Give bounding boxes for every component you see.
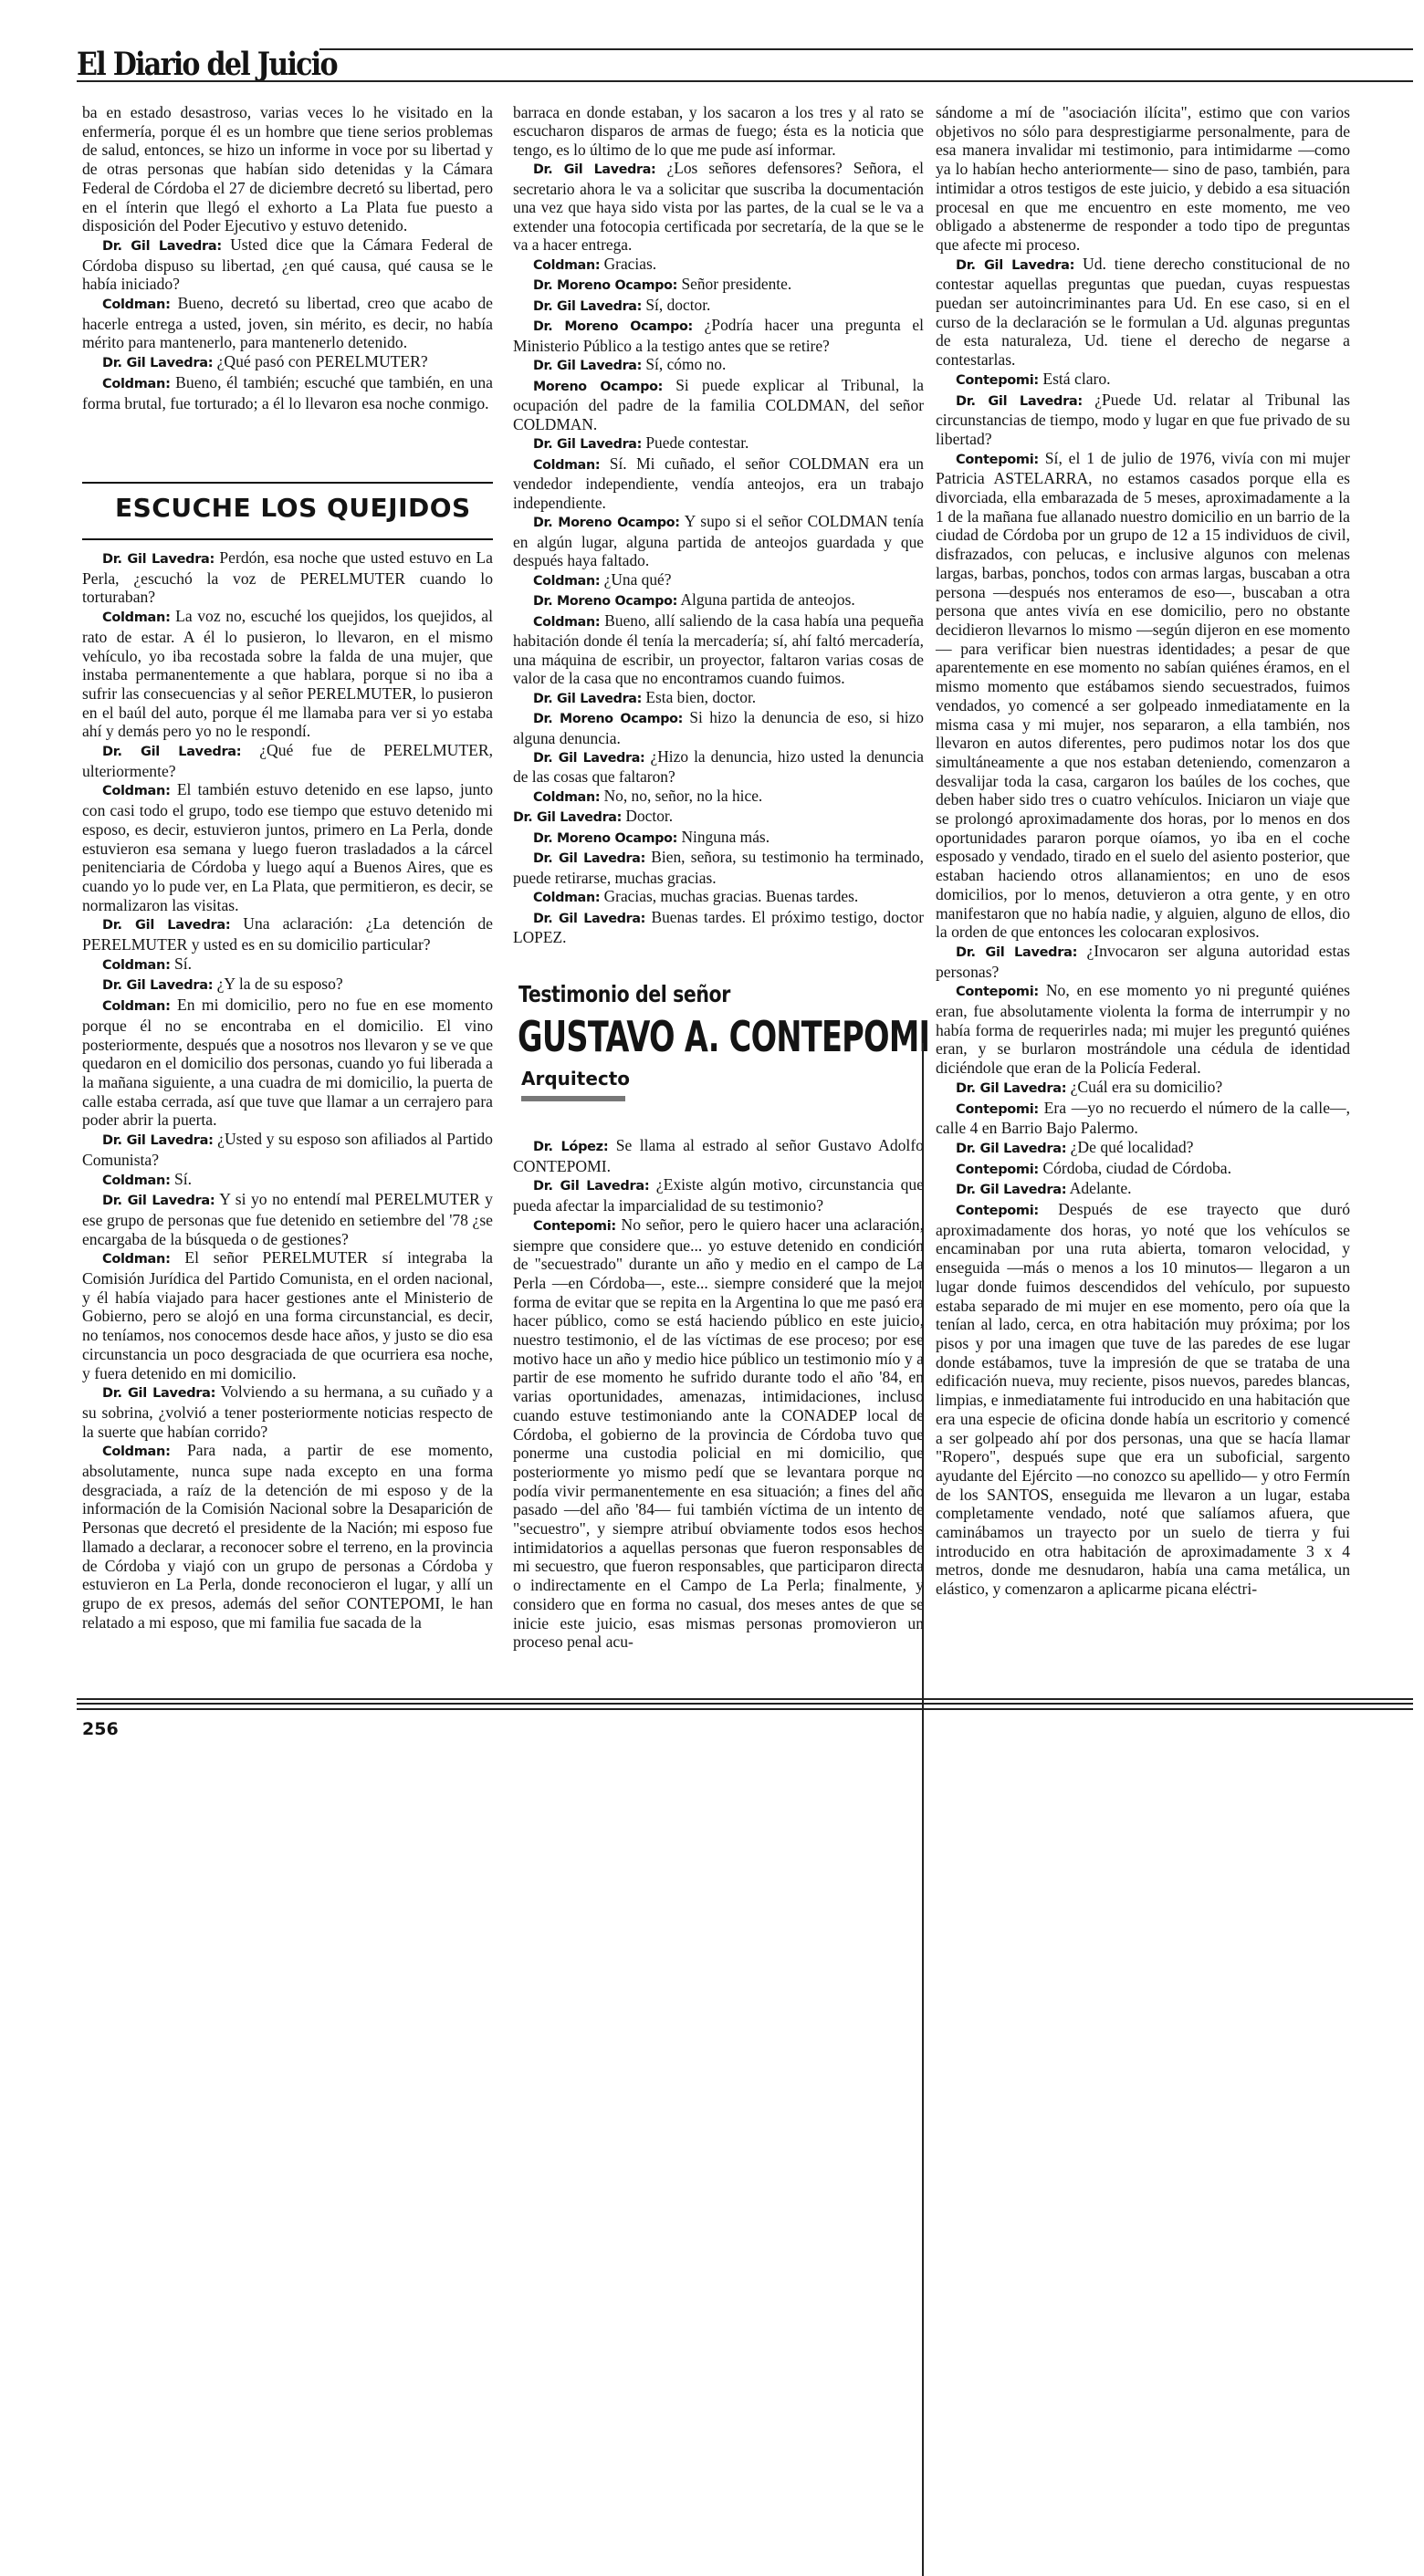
paragraph-text: Sí. <box>173 1169 193 1188</box>
paragraph-text: Puede contestar. <box>645 433 749 453</box>
paragraph <box>936 1200 1350 1599</box>
speaker-label: Dr. Gil Lavedra: <box>533 1179 650 1194</box>
paragraph-text: Ud. tiene derecho constitucional de no contestar aquellas preguntas que puedan, cuyas respuestas puedan ser autoincriminantes para Ud. En ese caso, si en el curso de la declaración se le formulan a Ud. algunas preguntas de esta naturaleza, Ud. tiene el derecho de negarse a contestarlas. <box>936 254 1350 370</box>
paragraph-text: Bueno, él también; escuché que también, en una forma brutal, fue torturado; a él lo llevaron esa noche conmigo. <box>82 372 493 412</box>
column-1 <box>82 103 493 412</box>
paragraph <box>513 255 924 275</box>
speaker-label: Coldman: <box>533 457 601 473</box>
paragraph <box>936 942 1350 981</box>
paragraph <box>936 1099 1350 1138</box>
paragraph <box>513 103 924 159</box>
speaker-label: Dr. Gil Lavedra: <box>533 359 643 374</box>
paragraph-text: Perdón, esa noche que usted estuvo en La Perla, ¿escuchó la voz de PERELMUTER cuando lo torturaban? <box>82 548 493 607</box>
paragraph-text: ¿Qué pasó con PERELMUTER? <box>216 352 428 371</box>
paragraph <box>513 747 924 787</box>
paragraph <box>936 391 1350 449</box>
paragraph <box>82 1170 493 1191</box>
speaker-label: Contepomi: <box>956 1204 1039 1219</box>
speaker-label: Coldman: <box>533 573 601 589</box>
paragraph <box>82 1130 493 1169</box>
paragraph-text: Y supo si el señor COLDMAN tenía en algún lugar, alguna partida de anteojos guardada y que después haya faltado. <box>513 512 925 570</box>
paragraph-text: Sí, cómo no. <box>645 355 727 374</box>
paragraph-text: No señor, pero le quiero hacer una aclaración, siempre que considere que... yo estuve detenido en condición de "secuestrado" durante un año y medio en el campo de La Perla —en Córdoba—, este... siempre consideré que la mejor forma de evitar que se repita en la Argentina lo que me pasó era hacer público, como se está haciendo público en este juicio, nuestro testimonio, el de las víctimas de ese proceso; por ese motivo hace un año y medio hice público un testimonio mío y a partir de ese momento he sufrido durante todo el año '84, en varias oportunidades, amenazas, intimidaciones, incluso cuando estuve testimoniando ante la CONADEP local de Córdoba, el gobierno de la provincia de Córdoba tuvo que ponerme una custodia policial en mi domicilio, que posteriormente yo mismo pedí que se levantara porque no podía vivir permanentemente en esa situación; a fines del año pasado —del año '84— fui también víctima de un intento de "secuestro", y siempre atribuí obviamente todos esos hechos intimidatorios a aquellas personas que fueron responsables de mi secuestro, que fueron responsables, que participaron directa o indirectamente en el Campo de La Perla; finalmente, y considero que en forma no casual, dos meses antes de que se inicie este juicio, esas mismas personas promovieron un proceso penal acu- <box>513 1215 924 1652</box>
paragraph-text: Señor presidente. <box>681 275 792 294</box>
paragraph-text: Gracias. <box>603 254 657 273</box>
speaker-label: Dr. Gil Lavedra: <box>533 750 645 766</box>
paragraph <box>513 355 924 375</box>
paragraph-text: Después de ese trayecto que duró aproximadamente dos horas, yo noté que los vehículos se encaminaban por una ruta abierta, tomaron velocidad, y enseguida —más o menos a los 10 minutos— llegaron a un lugar donde fuimos descendidos del vehículo, por supuesto estaba separado de mi mujer en ese momento, pero oía que la tenían al lado, cerca, en otra habitación muy próxima; por los pisos y por una imagen que tuve de las paredes de ese lugar donde estábamos, tuve la impresión de que se trataba de una edificación nueva, muy reciente, pisos nuevos, paredes blancas, limpias, e inmediatamente fui introducido en una habitación que era una especie de oficina donde había un escritorio y comencé a ser golpeado ahí por dos personas, una que se hacía llamar "Ropero", después supe que era un suboficial, sargento ayudante del Ejército —no conozco su apellido— y otro Fermín de los SANTOS, enseguida me llevaron a un lugar, estaba completamente vendado, noté que salíamos afuera, que caminábamos un trayecto por un suelo de tierra y fui introducido en otra habitación de aproximadamente 3 x 4 metros, donde me desnudaron, había una cama metálica, un elástico, y comenzaron a aplicarme picana eléctri- <box>936 1200 1351 1599</box>
paragraph <box>513 887 924 907</box>
paragraph-text: barraca en donde estaban, y los sacaron a los tres y al rato se escucharon disparos de armas de fuego; ésta es la noticia que tengo, es lo último de lo que me pude así informar. <box>513 103 924 159</box>
paragraph <box>936 255 1350 370</box>
paragraph <box>82 352 493 373</box>
footer-rule-3 <box>77 1708 1413 1710</box>
paragraph <box>82 373 493 412</box>
speaker-label: Coldman: <box>533 789 601 805</box>
speaker-label: Coldman: <box>533 891 601 906</box>
testimony-label: Testimonio del señor <box>518 981 730 1007</box>
paragraph-text: Volviendo a su hermana, a su cuñado y a su sobrina, ¿volvió a tener posteriormente noticias respecto de la suerte que habían corrido? <box>82 1382 493 1441</box>
paragraph-text: ¿Y la de su esposo? <box>216 975 343 994</box>
paragraph-text: No, en ese momento yo ni pregunté quiénes eran, fue absolutamente violenta la forma de interrumpir y no había forma de requerirles nada; mi mujer les preguntó quiénes eran, y se burlaron mostrándole una cédula de identidad diciéndole que eran de la Policía Federal. <box>936 981 1350 1078</box>
witness-profession: Arquitecto <box>521 1068 631 1090</box>
paragraph-text: Esta bien, doctor. <box>645 687 757 706</box>
paragraph-text: El señor PERELMUTER sí integraba la Comisión Jurídica del Partido Comunista, en el orden nacional, y él había viajado para hacer gestiones ante el Ministerio de Gobierno, pero se alojó en una forma circunstancial, es decir, no teníamos, nos conocemos desde hace años, y justo se dio esa circunstancia un poco desgraciada de que ocurriera esa noche, y fuera detenido en mi domicilio. <box>82 1248 493 1382</box>
speaker-label: Dr. Gil Lavedra: <box>956 1183 1067 1198</box>
paragraph <box>936 1179 1350 1200</box>
speaker-label: Dr. Gil Lavedra: <box>533 911 646 926</box>
speaker-label: Dr. Moreno Ocampo: <box>533 319 693 335</box>
footer-rule-1 <box>77 1698 1413 1700</box>
footer-rule-2 <box>77 1703 1413 1705</box>
paragraph-text: Córdoba, ciudad de Córdoba. <box>1042 1158 1232 1177</box>
paragraph-text: Ninguna más. <box>681 827 770 846</box>
column-2-lower <box>513 1136 924 1652</box>
paragraph-text: Está claro. <box>1042 369 1111 388</box>
speaker-label: Dr. Gil Lavedra: <box>956 1141 1067 1156</box>
paragraph-text: ¿Existe algún motivo, circunstancia que pueda afectar la imparcialidad de su testimonio? <box>513 1175 924 1215</box>
speaker-label: Dr. Gil Lavedra: <box>533 437 643 453</box>
paragraph-text: No, no, señor, no la hice. <box>603 786 763 805</box>
paragraph <box>513 512 924 569</box>
speaker-label: Dr. López: <box>533 1140 609 1154</box>
paragraph <box>82 1382 493 1441</box>
paragraph-text: Bueno, decretó su libertad, creo que acabo de hacerle entrega a usted, joven, sin mérito, es decir, no había mérito para mantenerlo, para mantenerlo detenido. <box>82 294 493 352</box>
paragraph-text: ¿Podría hacer una pregunta el Ministerio Público a la testigo antes que se retire? <box>513 316 924 355</box>
paragraph-text: La voz no, escuché los quejidos, los quejidos, al rato de estar. A él lo pusieron, lo llevaron, en el mismo vehículo, yo iba recostada sobre la falda de una mujer, que instaba permanentemente a que hablara, porque si no iba a sufrir las consecuencias y al señor PERELMUTER, lo pusieron en el baúl del auto, porque él me llamaba para ver si yo estaba ahí y demás pero yo no le respondí. <box>82 607 493 741</box>
paragraph-text: ¿Hizo la denuncia, hizo usted la denuncia de las cosas que faltaron? <box>513 746 924 787</box>
paragraph-text: ba en estado desastroso, varias veces lo he visitado en la enfermería, porque él es un hombre que tiene serios problemas de salud, entonces, se hizo un informe in voce por su libertad y de otras personas que habían sido detenidas y la Cámara Federal de Córdoba el 27 de diciembre decretó su libertad, pero en el ínterin que llegó el exhorto a La Plata fue puesto a disposición del Poder Ejecutivo y estuvo detenido. <box>82 103 493 235</box>
paragraph <box>82 607 493 741</box>
paragraph <box>82 780 493 914</box>
speaker-label: Dr. Gil Lavedra: <box>102 1194 215 1209</box>
paragraph <box>82 1441 493 1632</box>
speaker-label: Dr. Moreno Ocampo: <box>533 278 678 294</box>
paragraph <box>936 370 1350 391</box>
speaker-label: Dr. Gil Lavedra: <box>102 238 222 254</box>
paragraph <box>82 975 493 996</box>
paragraph-text: Si hizo la denuncia de eso, si hizo alguna denuncia. <box>513 708 924 747</box>
paragraph-text: ¿Cuál era su domicilio? <box>1070 1077 1223 1096</box>
paragraph <box>82 996 493 1130</box>
section-heading-box <box>82 482 493 540</box>
speaker-label: Coldman: <box>533 257 601 273</box>
paragraph <box>513 828 924 848</box>
speaker-label: Dr. Moreno Ocampo: <box>533 516 680 531</box>
speaker-label: Coldman: <box>102 1173 171 1188</box>
paragraph <box>513 454 924 512</box>
column-3 <box>936 103 1350 1599</box>
paragraph-text: ¿Una qué? <box>603 569 672 589</box>
speaker-label: Dr. Moreno Ocampo: <box>533 830 678 846</box>
paragraph-text: El también estuvo detenido en ese lapso, junto con casi todo el grupo, todo ese tiempo que estuvo detenido mi esposo, es decir, estuvieron juntos, primero en La Perla, donde estuvieron esa semana y luego fueron trasladados a la cárcel penitenciaria de Córdoba y luego aquí a Buenos Aires, que es cuando yo lo pude ver, en La Plata, que permitieron, es decir, se normalizaron las visitas. <box>82 780 494 914</box>
speaker-label: Coldman: <box>102 297 171 313</box>
page-number: 256 <box>82 1719 119 1739</box>
paragraph <box>82 235 493 294</box>
speaker-label: Contepomi: <box>956 985 1039 1000</box>
paragraph-text: Bueno, allí saliendo de la casa había una pequeña habitación donde él tenía la mercadería; sí, ahí faltó mercadería, una máquina de escribir, un proyector, faltaron varias cosas de valor de la casa que no encontramos cuando fuimos. <box>513 610 924 688</box>
paragraph-text: Era —yo no recuerdo el número de la calle—, calle 4 en Barrio Bajo Palermo. <box>936 1098 1350 1138</box>
paragraph <box>82 294 493 352</box>
paragraph-text: Adelante. <box>1069 1179 1132 1198</box>
paragraph <box>513 708 924 747</box>
paragraph-text: ¿Puede Ud. relatar al Tribunal las circunstancias de tiempo, modo y lugar en que fue privado de su libertad? <box>936 390 1350 448</box>
speaker-label: Contepomi: <box>533 1218 616 1234</box>
speaker-label: Coldman: <box>102 957 171 973</box>
paragraph <box>936 449 1350 942</box>
speaker-label: Dr. Gil Lavedra: <box>102 745 242 760</box>
speaker-label: Coldman: <box>533 614 601 630</box>
speaker-label: Dr. Gil Lavedra: <box>102 918 231 933</box>
paragraph <box>82 954 493 975</box>
speaker-label: Contepomi: <box>956 372 1039 388</box>
column-2 <box>513 103 924 947</box>
paragraph-text: ¿Usted y su esposo son afiliados al Partido Comunista? <box>82 1130 493 1169</box>
paragraph-text: Doctor. <box>625 807 674 826</box>
speaker-label: Dr. Gil Lavedra: <box>533 691 643 706</box>
paragraph <box>513 570 924 590</box>
paragraph-text: Gracias, muchas gracias. Buenas tardes. <box>603 887 859 906</box>
speaker-label: Coldman: <box>102 1252 171 1267</box>
paragraph <box>82 1248 493 1382</box>
paragraph-text: ¿Qué fue de PERELMUTER, ulteriormente? <box>82 741 493 780</box>
speaker-label: Dr. Gil Lavedra: <box>102 356 214 371</box>
speaker-label: Coldman: <box>102 1444 171 1460</box>
paragraph <box>513 787 924 807</box>
section-heading: ESCUCHE LOS QUEJIDOS <box>115 493 471 523</box>
paragraph <box>82 103 493 235</box>
paragraph <box>82 741 493 780</box>
witness-name: GUSTAVO A. CONTEPOMI <box>518 1012 930 1061</box>
speaker-label: Contepomi: <box>956 452 1039 467</box>
paragraph <box>513 611 924 688</box>
paragraph <box>936 981 1350 1078</box>
paragraph <box>936 103 1350 255</box>
paragraph-text: Si puede explicar al Tribunal, la ocupación del padre de la familia COLDMAN, del señor COLDMAN. <box>513 375 925 433</box>
paragraph <box>513 159 924 254</box>
speaker-label: Dr. Gil Lavedra: <box>533 162 656 178</box>
paragraph <box>513 807 924 827</box>
speaker-label: Coldman: <box>102 610 171 626</box>
paragraph-text: ¿Los señores defensores? Señora, el secretario ahora le va a solicitar que suscriba la documentación una vez que haya sido vista por las partes, de la cual se le va a extender una fotocopia certificada por secretaría, de la que se le va a hacer entrega. <box>513 159 924 255</box>
paragraph <box>936 1078 1350 1099</box>
speaker-label: Contepomi: <box>956 1162 1039 1177</box>
paragraph-text: Para nada, a partir de ese momento, absolutamente, nunca supe nada excepto en una forma desgraciada, a raíz de la detención de mi esposo y de la información de la Comisión Nacional sobre la Desaparición de Personas que decretó el presidente de la Nación; mi esposo fue llamado a declarar, a reconocer sobre el terreno, en la provincia de Córdoba y viajó con un grupo de personas a Córdoba y estuvieron en La Perla, donde reconocieron el lugar, y allí un grupo de ex presos, además del señor CONTEPOMI, le han relatado a mi esposo, que mi familia fue sacada de la <box>82 1441 493 1632</box>
speaker-label: Dr. Moreno Ocampo: <box>533 712 684 727</box>
paragraph <box>513 908 924 947</box>
speaker-label: Dr. Gil Lavedra: <box>956 1080 1067 1096</box>
paragraph <box>513 848 924 887</box>
paragraph-text: Sí, el 1 de julio de 1976, vivía con mi mujer Patricia ASTELARRA, no estamos casados porque ella es divorciada, ella embarazada de 5 meses, aproximadamente a la 1 de la mañana fue allanado nuestro domicilio en un barrio de la ciudad de Córdoba por un grupo de 12 a 15 individuos de civil, disfrazados, con pelucas, e inclusive algunos con melenas largas, barbas, ponchos, todos con armas largas, buscaban a otra persona —después nos enteramos de eso—, buscaban a otra persona que antes vivía en ese domicilio, pero no obstante decidieron llevarnos lo mismo —según dijeron en ese momento— para verificar bien nuestras identidades; a pesar de que aparentemente en ese momento no sabían quiénes éramos, en el mismo momento que estábamos siendo secuestrados, fuimos vendados, yo comencé a ser golpeado inmediatamente en la misma casa y mi mujer, nos separaron, a ella también, nos llevaron en autos diferentes, pero pudimos notar los dos que simultáneamente a que nos estaban deteniendo, comenzaron a desvalijar toda la casa, cargaron los baúles de los coches, que deben haber sido tres o cuatro vehículos. Iniciaron un viaje que se prolongó aproximadamente dos horas, por lo menos en dos oportunidades pararon porque oíamos, yo iba en el coche esposado y vendado, tirado en el suelo del asiento posterior, que estaban haciendo otros allanamientos; en uno de esos domicilios, por lo menos, detuvieron a otra gente, y en otro manifestaron que no había nadie, y alguien, alguno de ellos, dio la orden de que entonces les colocaran explosivos. <box>936 448 1350 942</box>
paragraph <box>513 433 924 454</box>
paragraph <box>936 1138 1350 1159</box>
speaker-label: Dr. Gil Lavedra: <box>102 1386 216 1402</box>
paragraph <box>936 1159 1350 1180</box>
paragraph-text: Una aclaración: ¿La detención de PERELMUTER y usted es en su domicilio particular? <box>82 914 493 954</box>
paragraph <box>513 688 924 708</box>
paragraph-text: Bien, señora, su testimonio ha terminado, puede retirarse, muchas gracias. <box>513 848 924 887</box>
paragraph <box>82 914 493 954</box>
speaker-label: Dr. Gil Lavedra: <box>102 978 214 994</box>
masthead-rule <box>319 48 1413 50</box>
paragraph-text: En mi domicilio, pero no fue en ese momento porque él no se encontraba en el domicilio. El vino posteriormente, después que a nosotros nos llevaron y se ve que quedaron en el domicilio dos personas, cuando yo fui liberada a la mañana siguiente, a una cuadra de mi domicilio, la puerta de calle estaba cerrada, así que tuve que llamar a un cerrajero para poder abrir la puerta. <box>82 996 493 1130</box>
speaker-label: Dr. Gil Lavedra: <box>533 851 645 867</box>
paragraph <box>513 1215 924 1652</box>
speaker-label: Dr. Gil Lavedra: <box>102 552 215 567</box>
paragraph-text: Buenas tardes. El próximo testigo, doctor LOPEZ. <box>513 907 924 947</box>
testimony-header <box>513 981 930 1100</box>
speaker-label: Dr. Gil Lavedra: <box>956 393 1083 409</box>
paragraph <box>82 1190 493 1248</box>
column-1-lower <box>82 548 493 1632</box>
paragraph-text: Se llama al estrado al señor Gustavo Adolfo CONTEPOMI. <box>513 1136 924 1175</box>
paragraph <box>513 316 924 355</box>
paragraph-text: Sí, doctor. <box>645 295 711 314</box>
speaker-label: Coldman: <box>102 376 171 391</box>
paragraph <box>513 296 924 316</box>
paragraph <box>513 376 924 433</box>
speaker-label: Coldman: <box>102 999 171 1015</box>
paragraph-text: ¿De qué localidad? <box>1070 1137 1194 1156</box>
paragraph <box>513 1136 924 1175</box>
paragraph-text: Y si yo no entendí mal PERELMUTER y ese grupo de personas que fue detenido en setiembre del '78 ¿se encargaba de la búsqueda o de gestiones? <box>82 1190 493 1248</box>
speaker-label: Dr. Gil Lavedra: <box>956 257 1075 273</box>
paragraph-text: Sí. Mi cuñado, el señor COLDMAN era un vendedor independiente, vendía anteojos, era un trabajo independiente. <box>513 454 925 512</box>
paragraph <box>513 590 924 610</box>
speaker-label: Moreno Ocampo: <box>533 379 663 394</box>
masthead: El Diario del Juicio <box>77 46 337 83</box>
speaker-label: Dr. Gil Lavedra: <box>533 298 643 314</box>
paragraph-text: sándome a mí de "asociación ilícita", estimo que con varios objetivos no sólo para desprestigiarme personalmente, para de esa manera invalidar mi testimonio, para intimidarme —como ya lo habían hecho anteriormente— sino de paso, también, para intimidar a otros testigos de este juicio, y debido a esa situación procesal en que me encuentro en este momento, me veo obligado a abstenerme de responder a todo tipo de preguntas que afecte mi proceso. <box>936 103 1350 254</box>
paragraph-text: Usted dice que la Cámara Federal de Córdoba dispuso su libertad, ¿en qué causa, qué causa se le había iniciado? <box>82 235 493 294</box>
paragraph-text: ¿Invocaron ser alguna autoridad estas personas? <box>936 941 1350 981</box>
paragraph-text: Alguna partida de anteojos. <box>680 590 855 610</box>
speaker-label: Dr. Gil Lavedra: <box>102 1133 214 1149</box>
paragraph-text: Sí. <box>173 954 193 973</box>
speaker-label: Dr. Gil Lavedra: <box>513 810 623 826</box>
paragraph <box>82 548 493 607</box>
speaker-label: Dr. Gil Lavedra: <box>956 944 1078 960</box>
speaker-label: Dr. Moreno Ocampo: <box>533 594 678 610</box>
paragraph <box>513 1175 924 1215</box>
header-rule <box>77 80 1413 82</box>
profession-bar <box>521 1096 625 1101</box>
speaker-label: Contepomi: <box>956 1101 1039 1117</box>
paragraph <box>513 275 924 295</box>
speaker-label: Coldman: <box>102 784 171 799</box>
